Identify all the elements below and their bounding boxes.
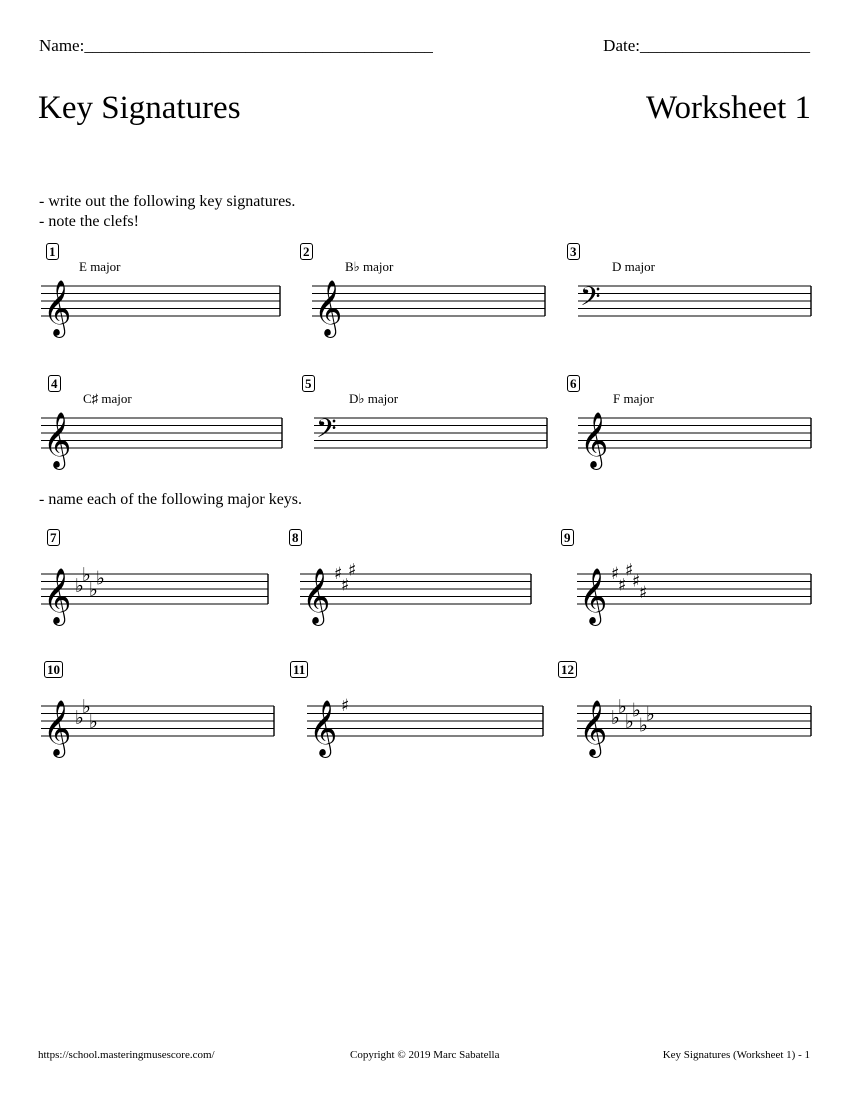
flat-icon: ♭	[625, 710, 634, 733]
flat-icon: ♭	[89, 710, 98, 733]
key-label: D♭ major	[349, 391, 399, 406]
key-label: F major	[613, 391, 654, 406]
date-field[interactable]: Date:____________________	[603, 36, 810, 55]
exercise-number: 9	[561, 529, 574, 546]
staff[interactable]	[578, 264, 812, 334]
key-label: E major	[79, 259, 121, 274]
exercise-number: 7	[47, 529, 60, 546]
staff	[300, 552, 532, 622]
flat-icon: ♭	[632, 699, 641, 722]
flat-icon: ♭	[82, 695, 91, 718]
flat-icon: ♭	[82, 563, 91, 586]
sharp-icon: ♯	[341, 696, 350, 716]
exercise-number: 12	[558, 661, 577, 678]
exercise-number: 8	[289, 529, 302, 546]
flat-icon: ♭	[639, 714, 648, 737]
treble-clef-icon: 𝄞	[302, 568, 331, 624]
treble-clef-icon: 𝄞	[43, 700, 72, 756]
footer-url[interactable]: https://school.masteringmusescore.com/	[38, 1049, 215, 1061]
staff[interactable]	[578, 396, 812, 466]
treble-clef-icon: 𝄞	[43, 280, 72, 336]
sharp-icon: ♯	[625, 560, 634, 581]
instruction-clefs: - note the clefs!	[39, 213, 139, 230]
flat-icon: ♭	[646, 703, 655, 726]
sharp-icon: ♯	[348, 560, 357, 581]
footer-page: Key Signatures (Worksheet 1) - 1	[662, 1049, 810, 1061]
sharp-icon: ♯	[632, 571, 641, 592]
bass-clef-icon: 𝄢	[316, 412, 337, 451]
sharp-icon: ♯	[341, 575, 350, 596]
treble-clef-icon: 𝄞	[579, 700, 608, 756]
flat-icon: ♭	[96, 567, 105, 590]
key-label: D major	[612, 259, 655, 274]
flat-icon: ♭	[618, 695, 627, 718]
flat-icon: ♭	[75, 707, 84, 729]
exercise-number: 3	[567, 243, 580, 260]
page-title: Key Signatures	[38, 90, 241, 126]
key-label: B♭ major	[345, 259, 394, 274]
sharp-icon: ♯	[334, 564, 343, 584]
key-label: C♯ major	[83, 391, 132, 406]
staff	[41, 552, 269, 622]
exercise-number: 6	[567, 375, 580, 392]
treble-clef-icon: 𝄞	[309, 700, 338, 756]
exercise-number: 11	[290, 661, 308, 678]
flat-icon: ♭	[89, 578, 98, 601]
flat-icon: ♭	[75, 575, 84, 597]
staff[interactable]	[312, 264, 546, 334]
exercise-number: 5	[302, 375, 315, 392]
exercise-number: 2	[300, 243, 313, 260]
instruction-name: - name each of the following major keys.	[39, 491, 303, 508]
staff	[41, 684, 275, 754]
sharp-icon: ♯	[639, 582, 648, 603]
staff[interactable]	[41, 396, 283, 466]
sharp-icon: ♯	[618, 575, 627, 596]
staff	[577, 684, 812, 754]
treble-clef-icon: 𝄞	[579, 568, 608, 624]
footer-copyright: Copyright © 2019 Marc Sabatella	[350, 1049, 500, 1061]
staff	[307, 684, 544, 754]
worksheet-title: Worksheet 1	[645, 90, 811, 126]
treble-clef-icon: 𝄞	[580, 412, 609, 468]
instruction-write: - write out the following key signatures.	[39, 193, 296, 210]
exercise-number: 4	[48, 375, 61, 392]
staff[interactable]	[314, 396, 548, 466]
staff	[577, 552, 812, 622]
treble-clef-icon: 𝄞	[43, 412, 72, 468]
name-field[interactable]: Name:_________________________________________	[39, 36, 433, 55]
treble-clef-icon: 𝄞	[43, 568, 72, 624]
exercise-number: 1	[46, 243, 59, 260]
exercise-number: 10	[44, 661, 63, 678]
flat-icon: ♭	[611, 707, 620, 729]
staff[interactable]	[41, 264, 281, 334]
sharp-icon: ♯	[611, 564, 620, 584]
bass-clef-icon: 𝄢	[580, 280, 601, 319]
treble-clef-icon: 𝄞	[314, 280, 343, 336]
